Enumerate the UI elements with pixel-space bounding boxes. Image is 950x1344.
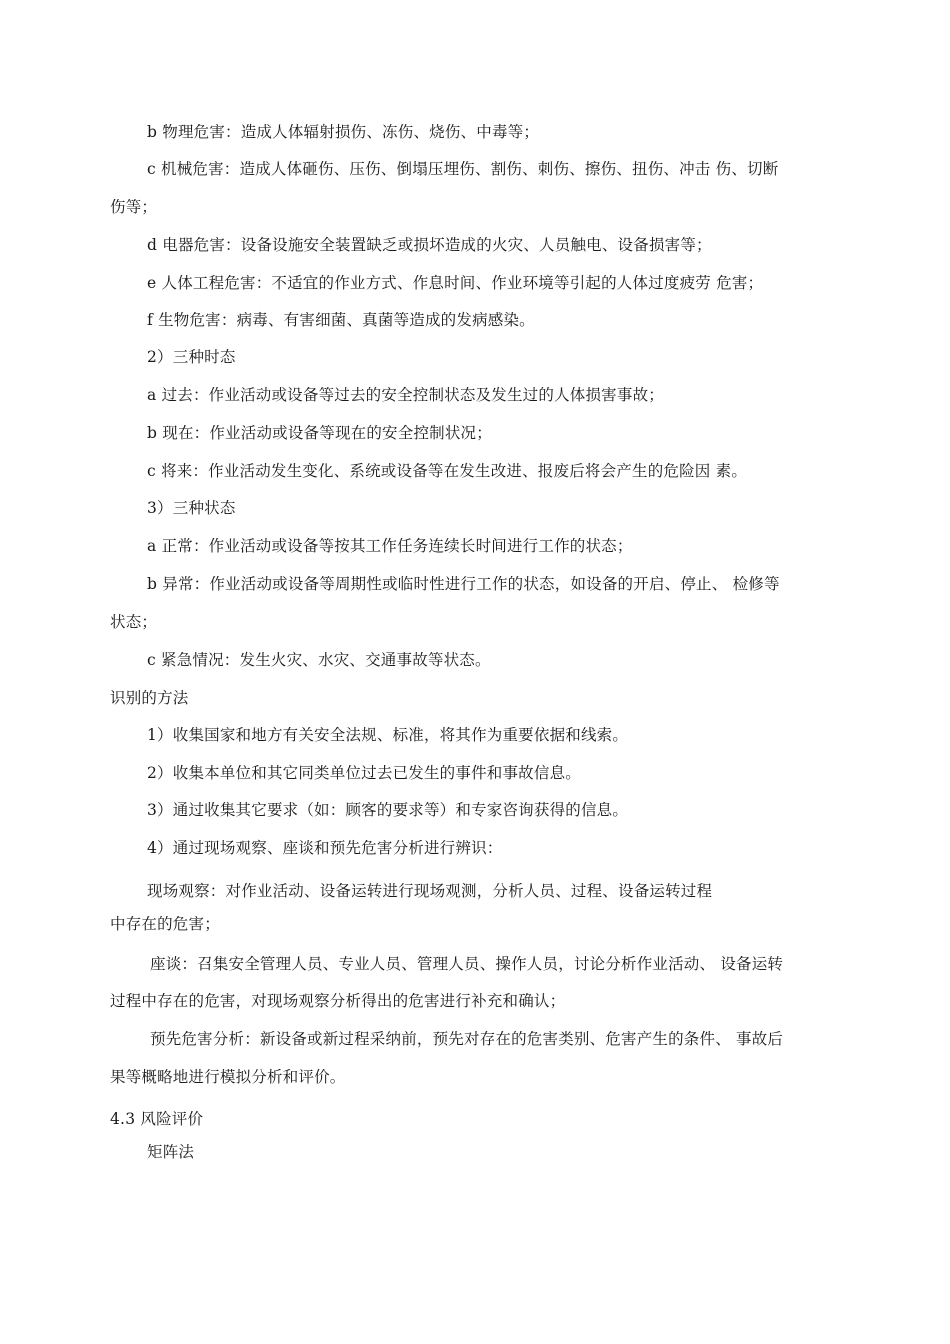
hazard-mechanical-line: c 机械危害：造成人体砸伤、压伤、倒塌压埋伤、割伤、刺伤、擦伤、扭伤、冲击 伤、切断 [147,160,779,178]
tense-future-line: c 将来：作业活动发生变化、系统或设备等在发生改进、报废后将会产生的危险因 素。 [147,462,748,480]
tense-present-line: b 现在：作业活动或设备等现在的安全控制状况； [147,424,492,442]
three-tenses-heading: 2）三种时态 [147,348,236,366]
hazard-electrical-line: d 电器危害：设备设施安全装置缺乏或损坏造成的火灾、人员触电、设备损害等； [147,236,712,254]
preliminary-analysis-line-cont: 果等概略地进行模拟分析和评价。 [110,1068,346,1086]
site-observation-line-cont: 中存在的危害； [110,915,220,933]
method-2-line: 2）收集本单位和其它同类单位过去已发生的事件和事故信息。 [147,764,581,782]
state-emergency-line: c 紧急情况：发生火灾、水灾、交通事故等状态。 [147,651,491,669]
method-3-line: 3）通过收集其它要求（如：顾客的要求等）和专家咨询获得的信息。 [147,801,629,819]
tense-past-line: a 过去：作业活动或设备等过去的安全控制状态及发生过的人体损害事故； [147,386,664,404]
identification-methods-heading: 识别的方法 [110,689,189,707]
state-abnormal-line-cont: 状态； [110,613,158,631]
section-4-3-heading: 4.3 风险评价 [110,1110,204,1128]
discussion-line-cont: 过程中存在的危害，对现场观察分析得出的危害进行补充和确认； [110,992,566,1010]
state-normal-line: a 正常：作业活动或设备等按其工作任务连续长时间进行工作的状态； [147,537,633,555]
hazard-physical-line: b 物理危害：造成人体辐射损伤、冻伤、烧伤、中毒等； [147,123,540,141]
hazard-ergonomic-line: e 人体工程危害：不适宜的作业方式、作息时间、作业环境等引起的人体过度疲劳 危害； [147,274,764,292]
hazard-mechanical-line-cont: 伤等； [110,198,158,216]
hazard-biological-line: f 生物危害：病毒、有害细菌、真菌等造成的发病感染。 [147,311,535,329]
matrix-method-heading: 矩阵法 [147,1143,195,1161]
state-abnormal-line: b 异常：作业活动或设备等周期性或临时性进行工作的状态，如设备的开启、停止、 检修等 [147,575,780,593]
site-observation-line: 现场观察：对作业活动、设备运转进行现场观测，分析人员、过程、设备运转过程 [147,882,713,900]
method-1-line: 1）收集国家和地方有关安全法规、标准，将其作为重要依据和线索。 [147,726,629,744]
preliminary-analysis-line: 预先危害分析：新设备或新过程采纳前，预先对存在的危害类别、危害产生的条件、 事故后 [150,1030,784,1048]
three-states-heading: 3）三种状态 [147,499,236,517]
discussion-line: 座谈：召集安全管理人员、专业人员、管理人员、操作人员，讨论分析作业活动、 设备运转 [150,955,784,973]
method-4-line: 4）通过现场观察、座谈和预先危害分析进行辨识： [147,839,503,857]
